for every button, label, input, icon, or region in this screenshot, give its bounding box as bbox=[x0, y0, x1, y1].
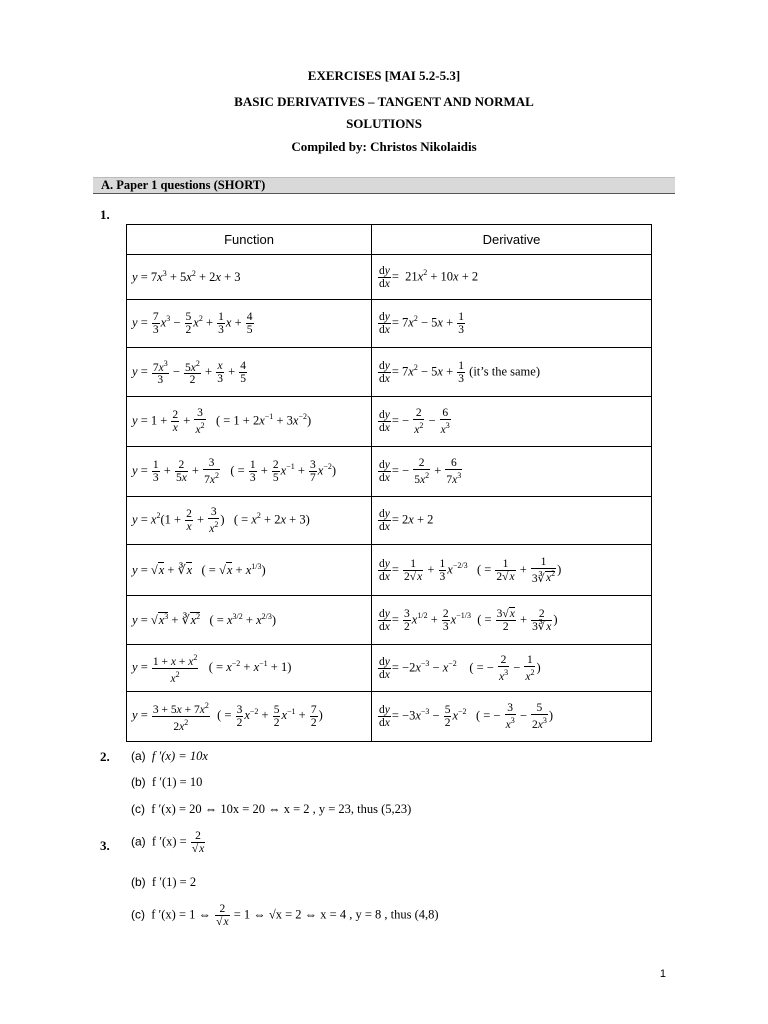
derivative-cell: $\frac{dy}{dx}$ = $-3x^{-3}$ − $\frac{5}{2}$ $x^{-2}$ ( = − $\frac{3}{x^3}$ − $\frac{5}{2x^3}$ ) bbox=[372, 692, 652, 742]
doc-title: EXERCISES [MAI 5.2-5.3] bbox=[307, 68, 461, 83]
derivative-cell: $\frac{dy}{dx}$ = 2x + 2 bbox=[372, 497, 652, 545]
question-3-number: 3. bbox=[100, 838, 110, 853]
q3-c-answer-start: f ′(x) = 1 ⇔ bbox=[151, 907, 212, 922]
function-cell: y = $\frac{3 + 5x + 7x^2}{2x^2}$ ( = $\frac{3}{2}$ $x^{-2}$ + $\frac{5}{2}$ $x^{-1}$ + $\frac{7}{2}$ ) bbox=[127, 692, 372, 742]
derivative-cell: $\frac{dy}{dx}$ = $7x^2 - 5x$ + $\frac{1}{3}$ (it’s the same) bbox=[372, 348, 652, 397]
q3-part-a bbox=[131, 830, 206, 855]
q2-a-answer: f ′(x) = 10x bbox=[151, 749, 208, 763]
q2-c-label: (c) bbox=[131, 802, 145, 816]
q2-part-b bbox=[131, 775, 202, 790]
table-row bbox=[127, 645, 652, 692]
table-row bbox=[127, 255, 652, 300]
derivative-cell: $\frac{dy}{dx}$ = $7x^2 - 5x$ + $\frac{1}{3}$ bbox=[372, 300, 652, 348]
question-1-number: 1. bbox=[100, 207, 110, 222]
q3-c-label: (c) bbox=[131, 907, 145, 922]
q3-b-label: (b) bbox=[131, 875, 146, 889]
table-row bbox=[127, 497, 652, 545]
table-row bbox=[127, 397, 652, 447]
section-title: A. Paper 1 questions (SHORT) bbox=[101, 178, 266, 192]
derivative-cell: $\frac{dy}{dx}$ = − $\frac{2}{x^2}$ − $\frac{6}{x^3}$ bbox=[372, 397, 652, 447]
doc-subtitle: BASIC DERIVATIVES – TANGENT AND NORMAL bbox=[234, 94, 534, 109]
q3-c-fraction: $\frac{2}{√x}$ bbox=[216, 903, 229, 928]
table-header-row bbox=[127, 225, 652, 255]
q2-b-answer: f ′(1) = 10 bbox=[151, 775, 203, 789]
table-row bbox=[127, 348, 652, 397]
q3-part-c bbox=[131, 903, 439, 928]
same-note: (it’s the same) bbox=[469, 363, 540, 378]
q3-b-answer: f ′(1) = 2 bbox=[151, 875, 197, 889]
derivatives-table bbox=[126, 224, 652, 742]
table-row bbox=[127, 692, 652, 742]
function-cell: $y = x^2(1$ + $\frac{2}{x}$ + $\frac{3}{x^2}$ ) ( = $x^2 + 2x + 3$) bbox=[127, 497, 372, 545]
derivative-cell: $\frac{dy}{dx}$ = $-2x^{-3} - x^{-2}$ ( = − $\frac{2}{x^3}$ − $\frac{1}{x^2}$ ) bbox=[372, 645, 652, 692]
derivative-cell: $\frac{dy}{dx}$ = $\frac{3}{2}$ $x^{1/2}$ + $\frac{2}{3}$ $x^{-1/3}$ ( = $\frac{3√x}{2}$ + $\frac{2}{3∛x}$ ) bbox=[372, 596, 652, 645]
table-row bbox=[127, 545, 652, 596]
derivative-cell: $\frac{dy}{dx}$ = − $\frac{2}{5x^2}$ + $\frac{6}{7x^3}$ bbox=[372, 447, 652, 497]
q3-part-b bbox=[131, 875, 196, 890]
function-cell: y = $\frac{7x^3}{3}$ − $\frac{5x^2}{2}$ + $\frac{x}{3}$ + $\frac{4}{5}$ bbox=[127, 348, 372, 397]
column-header-derivative: Derivative bbox=[372, 225, 652, 255]
q2-c-answer: f ′(x) = 20 ⇔ 10x = 20 ⇔ x = 2 , y = 23, thus (5,23) bbox=[151, 802, 412, 816]
q3-a-answer: f ′(x) = bbox=[151, 834, 187, 849]
q3-a-fraction: $\frac{2}{√x}$ bbox=[191, 830, 205, 855]
doc-solutions-label: SOLUTIONS bbox=[346, 116, 422, 131]
derivative-cell: $\frac{dy}{dx}$ = $\frac{1}{2√x}$ + $\frac{1}{3}$ $x^{-2/3}$ ( = $\frac{1}{2√x}$ + $\frac{1}{3∛x^2}$ ) bbox=[372, 545, 652, 596]
q2-part-c bbox=[131, 802, 411, 817]
function-cell: y = $\frac{1 + x + x^2}{x^2}$ ( = $x^{-2} + x^{-1} + 1$) bbox=[127, 645, 372, 692]
function-cell: $y = 7x^3 + 5x^2 + 2x + 3$ bbox=[127, 255, 372, 300]
question-2-number: 2. bbox=[100, 749, 110, 764]
function-cell: y = 1 + $\frac{2}{x}$ + $\frac{3}{x^2}$ ( = $1 + 2x^{-1} + 3x^{-2}$) bbox=[127, 397, 372, 447]
function-cell: y = $\frac{1}{3}$ + $\frac{2}{5x}$ + $\frac{3}{7x^2}$ ( = $\frac{1}{3}$ + $\frac{2}{5}$ $x^{-1}$ + $\frac{3}{7}$ $x^{-2}$) bbox=[127, 447, 372, 497]
table-row bbox=[127, 300, 652, 348]
table-row bbox=[127, 447, 652, 497]
doc-author: Compiled by: Christos Nikolaidis bbox=[291, 139, 477, 154]
q3-a-label: (a) bbox=[131, 834, 146, 849]
section-header bbox=[93, 177, 675, 194]
page-number: 1 bbox=[659, 968, 666, 980]
q2-part-a bbox=[131, 749, 208, 764]
function-cell: $y = √x^3$ + $∛x^2$ ( = $x^{3/2} + x^{2/3}$) bbox=[127, 596, 372, 645]
q2-a-label: (a) bbox=[131, 749, 146, 763]
q3-c-answer-end: = 1 ⇔ √x = 2 ⇔ x = 4 , y = 8 , thus (4,8) bbox=[233, 907, 439, 922]
q2-b-label: (b) bbox=[131, 775, 146, 789]
function-cell: y = $\frac{7}{3}$ $x^3$ − $\frac{5}{2}$ $x^2$ + $\frac{1}{3}$ x + $\frac{4}{5}$ bbox=[127, 300, 372, 348]
function-cell: y = √x + ∛x ( = $√x + x^{1/3}$) bbox=[127, 545, 372, 596]
derivative-cell: $\frac{dy}{dx}$ = $21x^2 + 10x + 2$ bbox=[372, 255, 652, 300]
table-row bbox=[127, 596, 652, 645]
column-header-function: Function bbox=[127, 225, 372, 255]
